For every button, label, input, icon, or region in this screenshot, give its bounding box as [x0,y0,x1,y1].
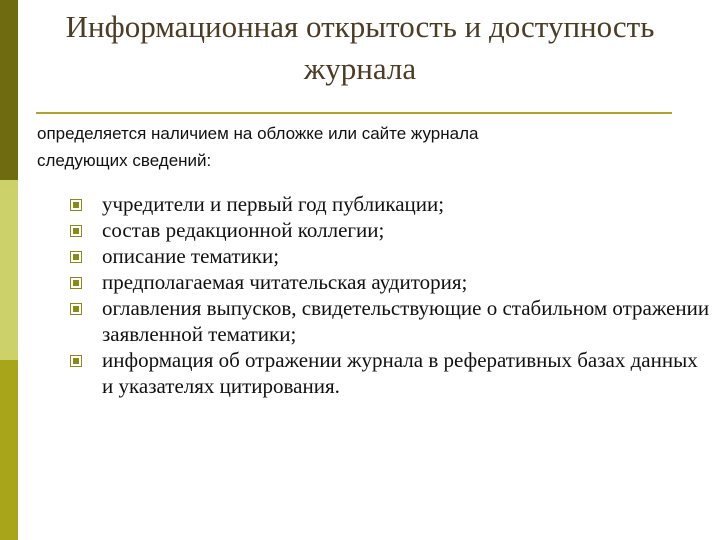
sidebar-segment-light [0,180,18,360]
title-divider [36,112,672,114]
square-bullet-icon [70,199,82,211]
square-bullet-icon [70,251,82,263]
list-item [70,295,710,347]
square-bullet-icon [70,225,82,237]
slide-title-line-1: Информационная открытость и доступность [65,9,655,44]
slide-title [40,6,680,90]
square-bullet-icon [70,277,82,289]
criteria-list [70,191,710,399]
list-item-text: предполагаемая читательская аудитория; [102,270,468,294]
list-item [70,191,710,217]
list-item [70,347,710,399]
list-item [70,243,710,269]
list-item [70,217,710,243]
list-item-text: учредители и первый год публикации; [102,192,445,216]
square-bullet-icon [70,303,82,315]
square-bullet-icon [70,355,82,367]
intro-line-2: следующих сведений: [37,151,212,170]
intro-line-1: определяется наличием на обложке или сайте журнала [37,124,479,143]
list-item-text: оглавления выпусков, свидетельствующие о стабильном отражении заявленной тематики; [102,296,710,346]
sidebar-segment-mid [0,360,18,540]
sidebar-segment-dark [0,0,18,180]
list-item-text: состав редакционной коллегии; [102,218,385,242]
intro-text [37,120,677,174]
slide-title-line-2: журнала [303,51,417,86]
list-item-text: информация об отражении журнала в реферативных базах данных и указателях цитирования. [102,348,698,398]
list-item-text: описание тематики; [102,244,280,268]
list-item [70,269,710,295]
